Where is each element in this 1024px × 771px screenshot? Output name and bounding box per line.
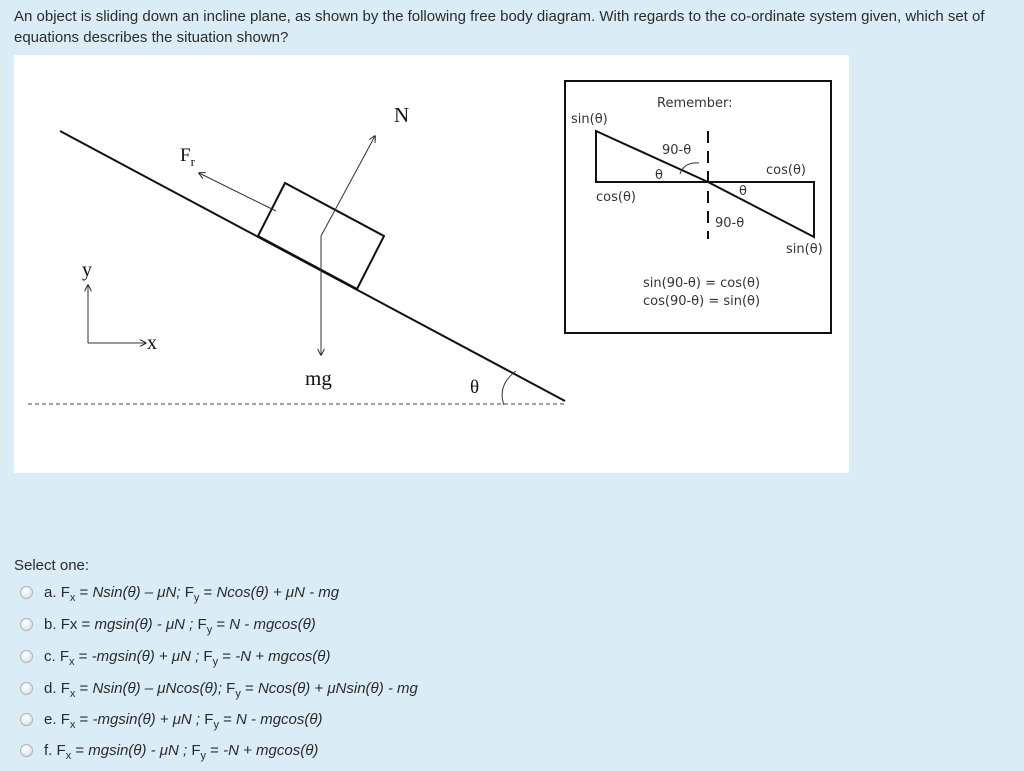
cos-left-label: cos(θ): [596, 190, 636, 205]
option-a[interactable]: [20, 580, 540, 604]
angle-label: θ: [470, 377, 480, 398]
friction-label: $F_r$: [180, 145, 195, 169]
x-axis-label: x: [147, 332, 157, 354]
radio-option-e[interactable]: [20, 713, 33, 726]
radio-option-f[interactable]: [20, 744, 33, 757]
theta-right-label: θ: [739, 184, 747, 199]
option-e[interactable]: [20, 707, 540, 731]
sin-left-label: sin(θ): [571, 112, 608, 127]
option-a-text: a. $F_x = Nsin(\theta) - \mu N$; $F_y = Ncos(\theta) + \mu N$ - mg: [44, 583, 340, 604]
option-b-text: b. Fx = mgsin(θ) - μN ; $F_y = N - mgcos(\theta)$: [44, 615, 316, 636]
radio-option-b[interactable]: [20, 618, 33, 631]
top-90-label: 90-θ: [662, 143, 692, 158]
remember-title: Remember:: [657, 96, 733, 111]
option-b[interactable]: [20, 612, 540, 636]
option-d-text: d. $F_x = Nsin(\theta) - \mu Ncos(\theta)$; $F_y = Ncos(\theta) + \mu Nsin(\theta)$ - mg: [44, 679, 418, 700]
cos-right-label: cos(θ): [766, 163, 806, 178]
option-c-text: c. $F_x = -mgsin(\theta) + \mu N$ ; $F_y = -N + mgcos(\theta)$: [44, 647, 331, 668]
identity-2: cos(90-θ) = sin(θ): [643, 294, 761, 309]
diagram-svg: [14, 55, 849, 473]
radio-option-c[interactable]: [20, 650, 33, 663]
sin-right-label: sin(θ): [786, 242, 823, 257]
angle-arc: [502, 371, 516, 405]
bottom-90-label: 90-θ: [715, 216, 745, 231]
radio-option-d[interactable]: [20, 682, 33, 695]
free-body-diagram: [14, 55, 849, 473]
friction-force-arrow: [199, 173, 276, 211]
select-one-label: Select one:: [14, 557, 90, 574]
weight-label: mg: [305, 366, 332, 390]
y-axis-label: y: [82, 259, 92, 281]
option-f-text: f. $F_x = mgsin(\theta) - \mu N$ ; $F_y = -N + mgcos(\theta)$: [44, 741, 319, 762]
option-c[interactable]: [20, 644, 540, 668]
theta-left-label: θ: [655, 168, 663, 183]
option-d[interactable]: [20, 676, 540, 700]
question-text: An object is sliding down an incline plane, as shown by the following free body diagram. With regards to the co-ordinate system given, which set of equations describes the situation shown?: [14, 8, 985, 46]
option-e-text: e. $F_x = -mgsin(\theta) + \mu N$ ; $F_y = N - mgcos(\theta)$: [44, 710, 323, 731]
radio-option-a[interactable]: [20, 586, 33, 599]
option-f[interactable]: [20, 738, 540, 762]
identity-1: sin(90-θ) = cos(θ): [643, 276, 761, 291]
normal-label: N: [394, 103, 410, 127]
